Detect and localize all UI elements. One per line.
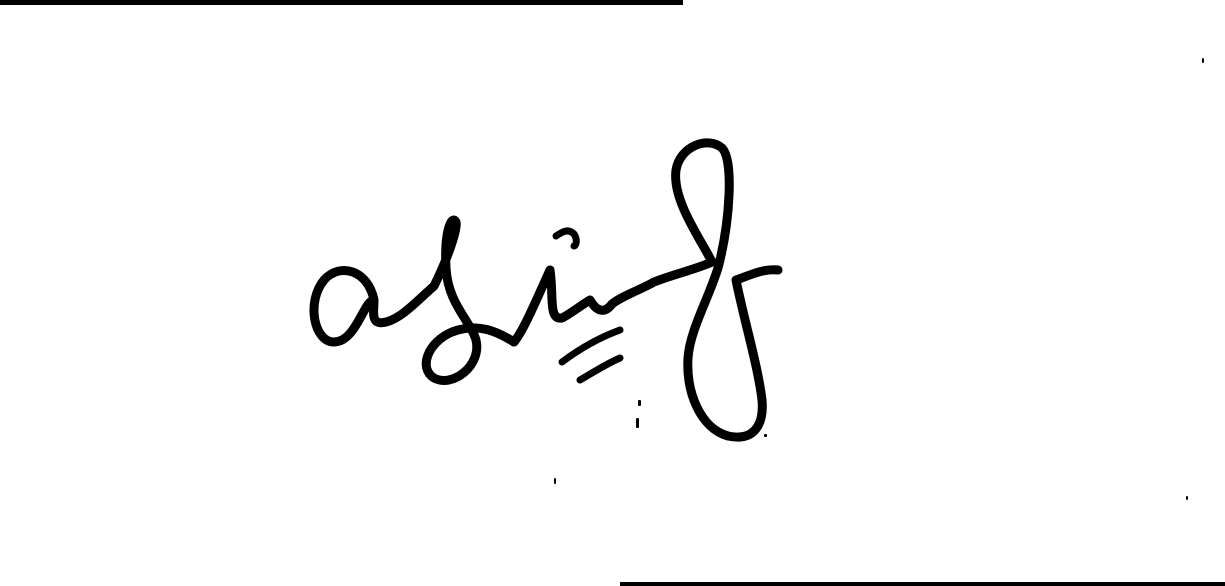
signature-dash-upper: [562, 330, 620, 362]
scan-speck: [554, 478, 556, 484]
signature-stroke-a: [314, 270, 434, 342]
signature-stroke-loop: [426, 220, 514, 380]
signature-stroke-f: [676, 143, 778, 437]
signature-dash-lower: [580, 358, 620, 380]
scan-speck: [1186, 496, 1188, 500]
scan-speck: [764, 434, 767, 437]
signature-i-dot: [556, 231, 576, 246]
scan-speck: [636, 418, 639, 428]
scan-speck: [1202, 58, 1204, 63]
scan-speck: [638, 400, 641, 406]
